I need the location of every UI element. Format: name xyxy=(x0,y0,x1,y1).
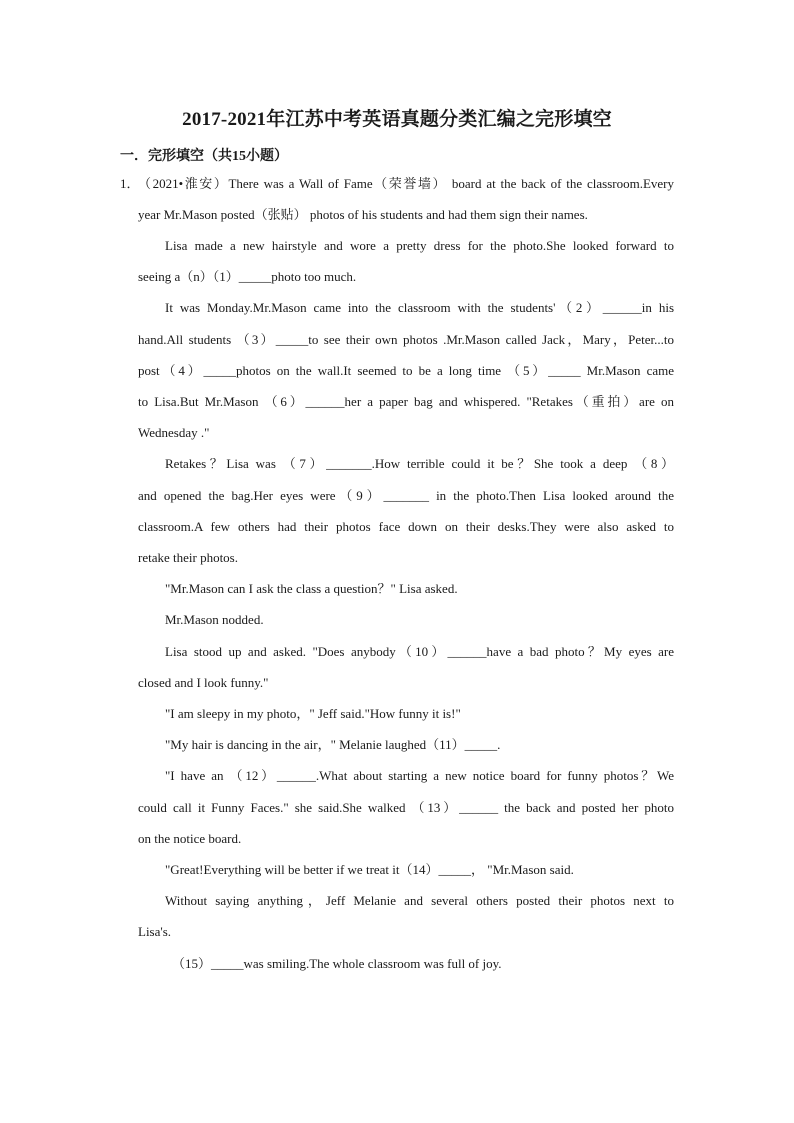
passage-line: closed and I look funny." xyxy=(138,675,269,690)
passage-line: seeing a（n）（1）_____photo too much. xyxy=(138,269,357,284)
passage-line: "Great!Everything will be better if we treat it（14）_____， "Mr.Mason said. xyxy=(165,862,574,877)
passage-line: "My hair is dancing in the air，" Melanie laughed（11）_____. xyxy=(165,737,501,752)
passage-line: Without saying anything，Jeff Melanie and several others posted their photos next to xyxy=(165,893,674,908)
passage-line: （15）_____was smiling.The whole classroom was full of joy. xyxy=(172,956,502,971)
passage-line: could call it Funny Faces." she said.She walked （13）______ the back and posted her photo xyxy=(138,800,674,815)
passage-line: retake their photos. xyxy=(138,550,238,565)
passage-line: to Lisa.But Mr.Mason （6）______her a paper bag and whispered. "Retakes（重拍）are on xyxy=(138,394,674,409)
passage-line: Mr.Mason nodded. xyxy=(165,612,264,627)
page-title: 2017-2021年江苏中考英语真题分类汇编之完形填空 xyxy=(182,109,612,130)
passage-line: on the notice board. xyxy=(138,831,242,846)
section-heading: 一．完形填空（共15小题） xyxy=(120,149,288,164)
passage-line: year Mr.Mason posted（张贴） photos of his students and had them sign their names. xyxy=(138,207,588,222)
passage-line: Wednesday ." xyxy=(138,425,210,440)
passage-line: "I have an （12）______.What about starting a new notice board for funny photos？We xyxy=(165,768,674,783)
passage-line: post（4）_____photos on the wall.It seemed to be a long time （5）_____ Mr.Mason came xyxy=(138,363,674,378)
passage-line: Retakes？Lisa was （7）_______.How terrible could it be？She took a deep （8） xyxy=(165,456,674,471)
passage-line: Lisa stood up and asked. "Does anybody（10）______have a bad photo？My eyes are xyxy=(165,644,674,659)
passage-line: and opened the bag.Her eyes were（9）_______ in the photo.Then Lisa looked around the xyxy=(138,488,674,503)
passage-line: hand.All students （3）_____to see their own photos .Mr.Mason called Jack，Mary，Peter...to xyxy=(138,332,674,347)
question-number: 1． xyxy=(120,176,140,191)
passage-line: "I am sleepy in my photo，" Jeff said."How funny it is!" xyxy=(165,706,461,721)
passage-line: Lisa made a new hairstyle and wore a pretty dress for the photo.She looked forward to xyxy=(165,238,674,253)
passage-line: （2021•淮安）There was a Wall of Fame（荣誉墙） board at the back of the classroom.Every xyxy=(138,176,674,191)
passage-line: "Mr.Mason can I ask the class a question？" Lisa asked. xyxy=(165,581,458,596)
passage-line: Lisa's. xyxy=(138,924,172,939)
passage-line: It was Monday.Mr.Mason came into the classroom with the students'（2）______in his xyxy=(165,300,674,315)
passage-line: classroom.A few others had their photos face down on their desks.They were also asked to xyxy=(138,519,674,534)
